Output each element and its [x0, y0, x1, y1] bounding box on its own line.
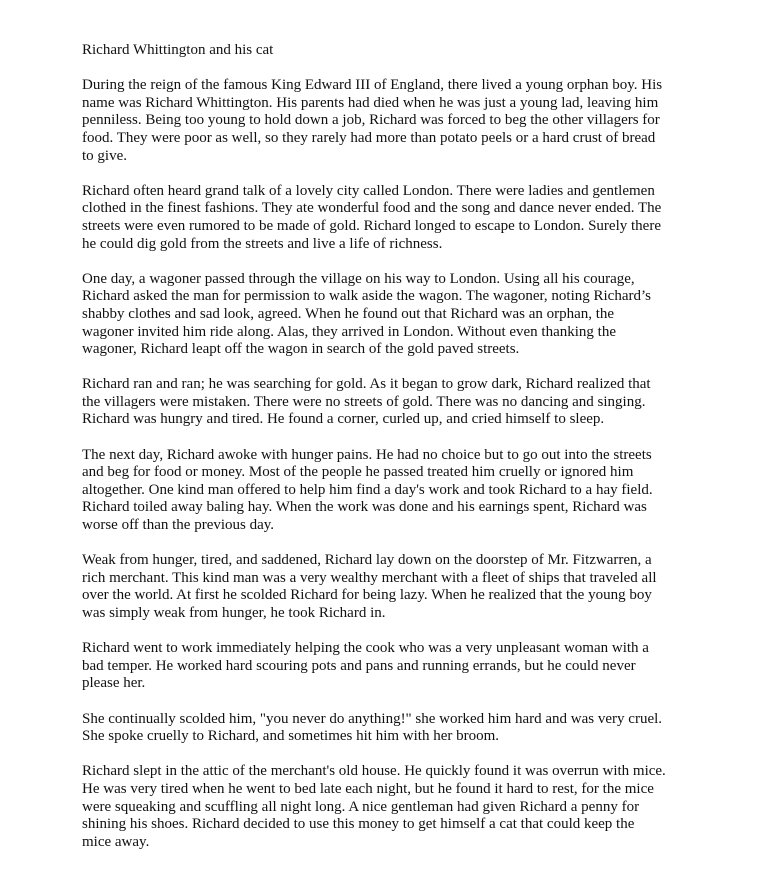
paragraph-line: the villagers were mistaken. There were no streets of gold. There was no dancing and singing. [82, 393, 646, 410]
paragraph-line: worse off than the previous day. [82, 517, 275, 534]
paragraph-line: over the world. At first he scolded Richard for being lazy. When he realized that the young boy [82, 587, 652, 604]
paragraph-line: streets were even rumored to be made of gold. Richard longed to escape to London. Surely there [82, 217, 661, 234]
paragraph-line: food. They were poor as well, so they rarely had more than potato peels or a hard crust of bread [82, 129, 656, 146]
paragraph-line: mice away. [82, 833, 150, 850]
paragraph-line: he could dig gold from the streets and live a life of richness. [82, 235, 443, 252]
paragraph-line: Richard often heard grand talk of a lovely city called London. There were ladies and gentlemen [82, 182, 655, 199]
paragraph-line: rich merchant. This kind man was a very wealthy merchant with a fleet of ships that traveled all [82, 569, 657, 586]
paragraph-line: to give. [82, 147, 127, 164]
paragraph-line: name was Richard Whittington. His parents had died when he was just a young lad, leaving him [82, 94, 659, 111]
paragraph-line: Richard was hungry and tired. He found a corner, curled up, and cried himself to sleep. [82, 411, 605, 428]
document-title: Richard Whittington and his cat [82, 42, 274, 58]
paragraph [82, 640, 666, 693]
paragraph-line: bad temper. He worked hard scouring pots and pans and running errands, but he could never [82, 657, 636, 674]
paragraph-line: Richard asked the man for permission to walk aside the wagon. The wagoner, noting Richard’s [82, 288, 651, 305]
paragraphs [82, 77, 666, 851]
paragraph-line: altogether. One kind man offered to help him find a day's work and took Richard to a hay field. [82, 481, 653, 498]
paragraph-line: shining his shoes. Richard decided to use this money to get himself a cat that could keep the [82, 816, 635, 833]
paragraph [82, 77, 666, 165]
paragraph-line: Richard went to work immediately helping the cook who was a very unpleasant woman with a [82, 640, 649, 657]
paragraph [82, 711, 666, 746]
paragraph-line: She continually scolded him, "you never do anything!" she worked him hard and was very cruel. [82, 710, 663, 727]
paragraph-line: and beg for food or money. Most of the people he passed treated him cruelly or ignored him [82, 464, 634, 481]
paragraph-line: She spoke cruelly to Richard, and sometimes hit him with her broom. [82, 728, 500, 745]
paragraph-line: One day, a wagoner passed through the village on his way to London. Using all his courage, [82, 270, 635, 287]
paragraph [82, 376, 666, 429]
paragraph [82, 447, 666, 535]
paragraph-line: clothed in the finest fashions. They ate wonderful food and the song and dance never ended. The [82, 200, 662, 217]
paragraph-line: please her. [82, 675, 146, 692]
paragraph [82, 763, 666, 851]
paragraph-line: The next day, Richard awoke with hunger pains. He had no choice but to go out into the streets [82, 446, 652, 463]
paragraph-line: penniless. Being too young to hold down a job, Richard was forced to beg the other villagers for [82, 112, 660, 129]
paragraph-line: wagoner invited him ride along. Alas, they arrived in London. Without even thanking the [82, 323, 617, 340]
document-body [82, 42, 666, 869]
paragraph [82, 552, 666, 622]
paragraph-line: shabby clothes and sad look, agreed. When he found out that Richard was an orphan, the [82, 305, 615, 322]
paragraph-line: wagoner, Richard leapt off the wagon in search of the gold paved streets. [82, 341, 520, 358]
paragraph [82, 271, 666, 359]
paragraph-line: Richard toiled away baling hay. When the work was done and his earnings spent, Richard was [82, 499, 647, 516]
paragraph-line: He was very tired when he went to bed late each night, but he found it hard to rest, for the mice [82, 780, 654, 797]
paragraph-line: Richard slept in the attic of the merchant's old house. He quickly found it was overrun with mice. [82, 763, 666, 780]
paragraph-line: Richard ran and ran; he was searching for gold. As it began to grow dark, Richard realized that [82, 376, 651, 393]
paragraph-line: During the reign of the famous King Edward III of England, there lived a young orphan boy. His [82, 77, 663, 94]
paragraph [82, 183, 666, 253]
paragraph-line: Weak from hunger, tired, and saddened, Richard lay down on the doorstep of Mr. Fitzwarren, a [82, 552, 652, 569]
paragraph-line: was simply weak from hunger, he took Richard in. [82, 605, 386, 621]
paragraph-line: were squeaking and scuffling all night long. A nice gentleman had given Richard a penny for [82, 798, 640, 815]
